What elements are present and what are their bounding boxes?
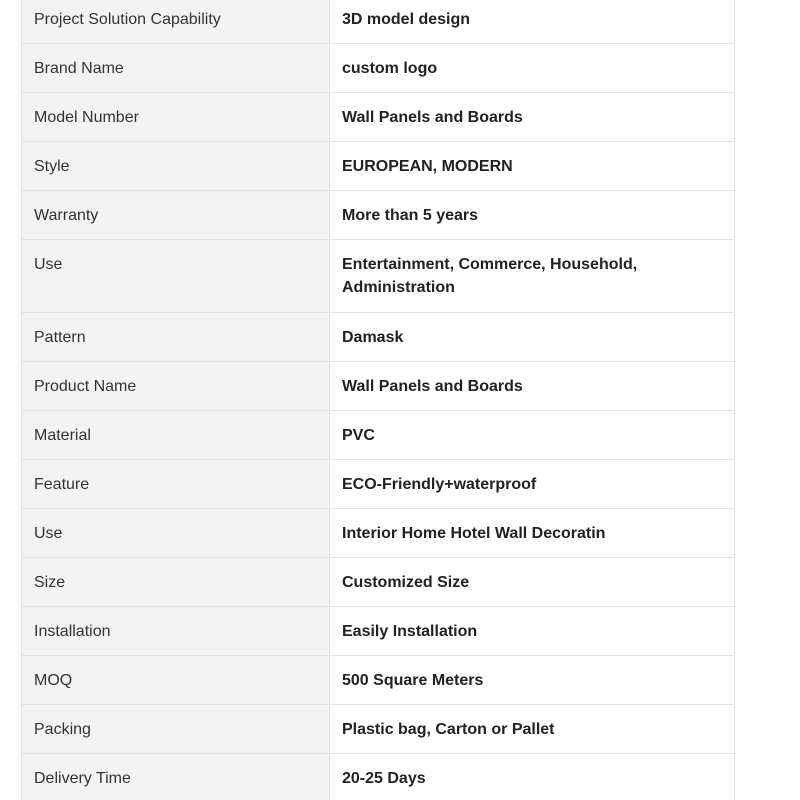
table-row [22,0,735,44]
table-row [22,754,735,800]
specifications-table [21,0,735,800]
spec-value: custom logo [330,44,735,93]
spec-value: Entertainment, Commerce, Household, Administration [330,240,735,313]
spec-key: Feature [22,460,330,509]
spec-value: More than 5 years [330,191,735,240]
spec-key: Installation [22,607,330,656]
table-row [22,558,735,607]
table-row [22,411,735,460]
spec-value: PVC [330,411,735,460]
table-row [22,607,735,656]
table-row [22,656,735,705]
spec-value: 3D model design [330,0,735,44]
table-row [22,44,735,93]
spec-key: Model Number [22,93,330,142]
spec-key: Project Solution Capability [22,0,330,44]
spec-key: Use [22,509,330,558]
spec-value: ECO-Friendly+waterproof [330,460,735,509]
spec-key: Packing [22,705,330,754]
table-row [22,362,735,411]
spec-value: Wall Panels and Boards [330,362,735,411]
spec-key: Size [22,558,330,607]
table-row [22,509,735,558]
table-row [22,240,735,313]
spec-value: EUROPEAN, MODERN [330,142,735,191]
spec-key: Pattern [22,313,330,362]
table-row [22,142,735,191]
spec-key: MOQ [22,656,330,705]
spec-value: Easily Installation [330,607,735,656]
spec-key: Style [22,142,330,191]
spec-key: Brand Name [22,44,330,93]
spec-key: Warranty [22,191,330,240]
table-row [22,460,735,509]
spec-value: 500 Square Meters [330,656,735,705]
spec-value: Plastic bag, Carton or Pallet [330,705,735,754]
spec-key: Use [22,240,330,313]
spec-value: Customized Size [330,558,735,607]
spec-key: Material [22,411,330,460]
spec-value: Wall Panels and Boards [330,93,735,142]
table-row [22,93,735,142]
table-row [22,313,735,362]
table-row [22,191,735,240]
spec-value: 20-25 Days [330,754,735,800]
table-row [22,705,735,754]
spec-key: Product Name [22,362,330,411]
spec-value: Interior Home Hotel Wall Decoratin [330,509,735,558]
spec-key: Delivery Time [22,754,330,800]
spec-value: Damask [330,313,735,362]
